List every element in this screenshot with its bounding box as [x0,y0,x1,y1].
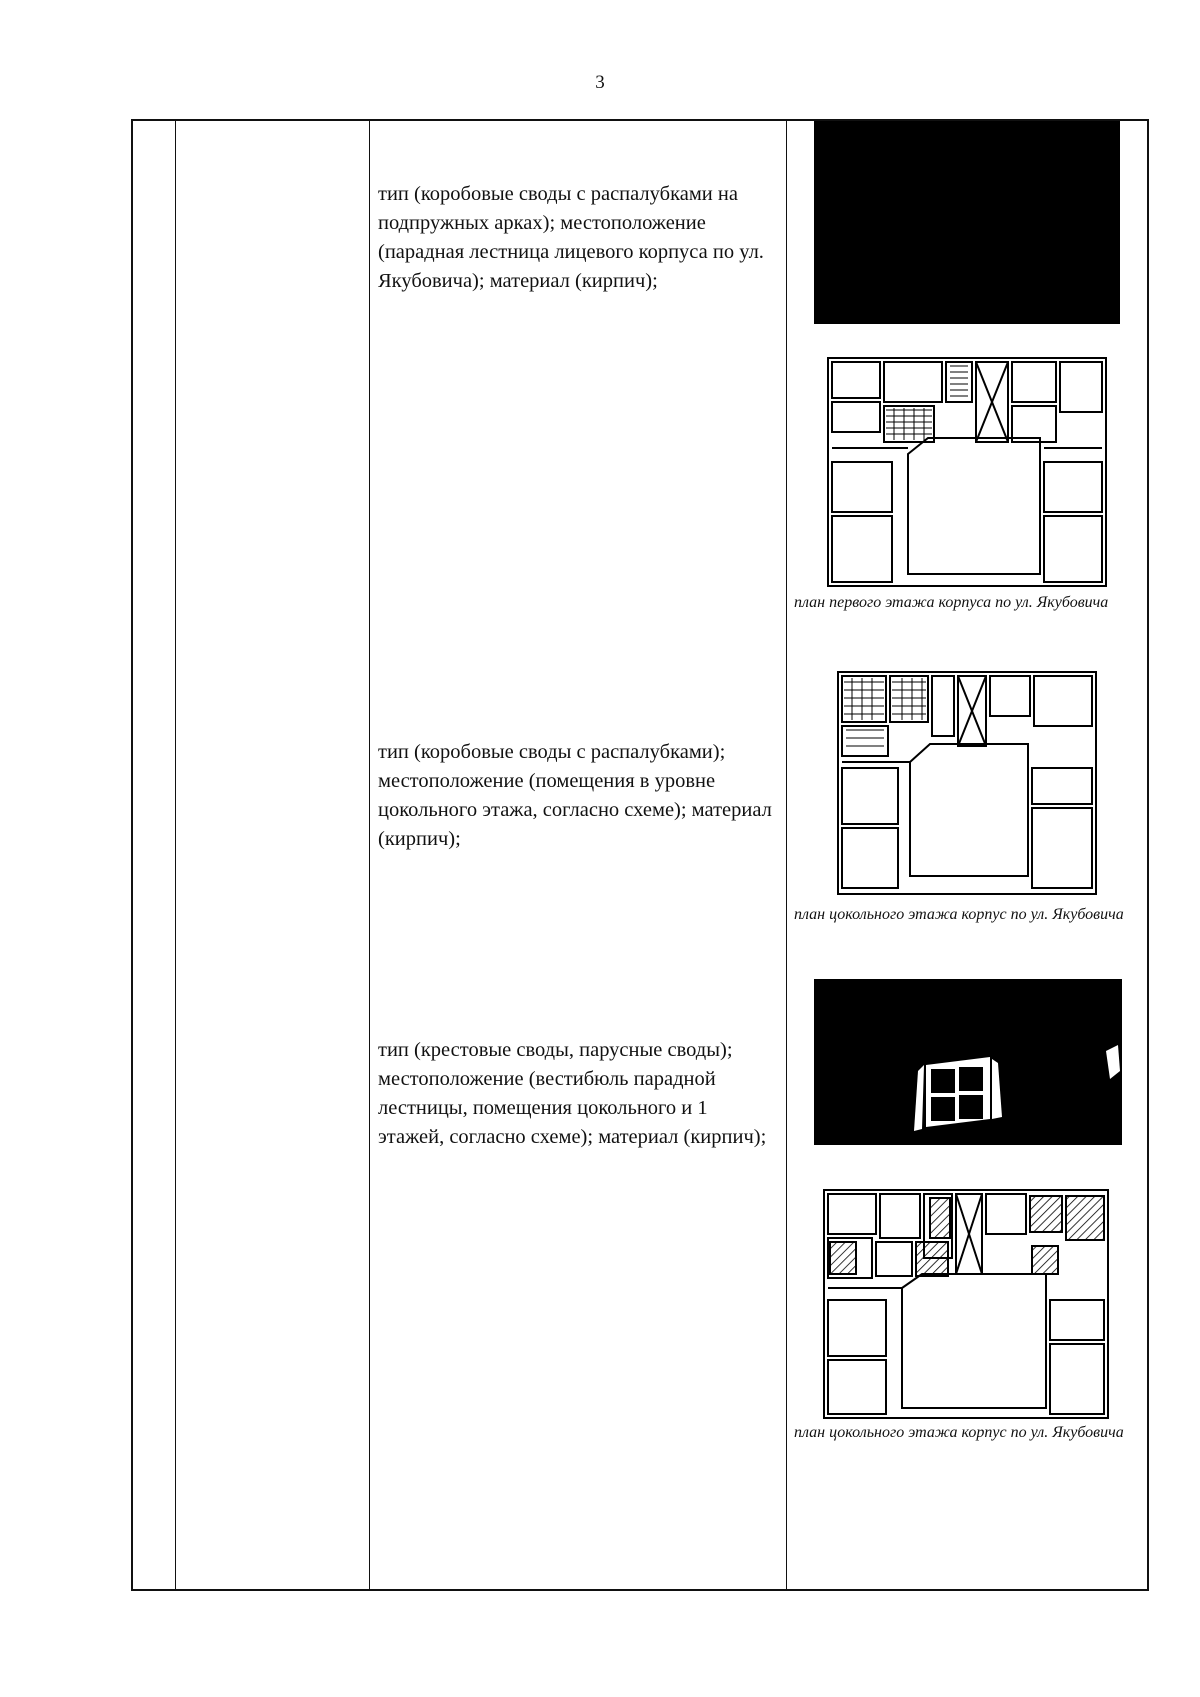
basement-plan-image-a [832,668,1102,900]
row-1-description: тип (коробовые своды с распалубками на подпружных арках); местоположение (парадная лестница лицевого корпуса по ул. Якубовича); материал (кирпич); [378,183,764,292]
column-divider-2 [369,121,370,1589]
basement-plan-caption-b: план цокольного этажа корпус по ул. Якубовича [794,1424,1124,1441]
column-divider-3 [786,121,787,1589]
basement-plan-caption-a: план цокольного этажа корпус по ул. Якубовича [794,906,1124,923]
page-number: 3 [595,72,605,93]
basement-plan-image-b [818,1184,1114,1424]
staircase-vault-photo [814,121,1120,324]
first-floor-plan-image [822,352,1112,592]
first-floor-plan-caption: план первого этажа корпуса по ул. Якубовича [794,594,1109,611]
column-divider-1 [175,121,176,1589]
row-3-description: тип (крестовые своды, парусные своды); местоположение (вестибюль парадной лестницы, помещения цокольного и 1 этажей, согласно схеме); материал (кирпич); [378,1039,767,1148]
vestibule-vault-photo [814,979,1122,1145]
row-2-description: тип (коробовые своды с распалубками); местоположение (помещения в уровне цокольного этажа, согласно схеме); материал (кирпич); [378,741,772,850]
vestibule-window-image [814,979,1122,1145]
